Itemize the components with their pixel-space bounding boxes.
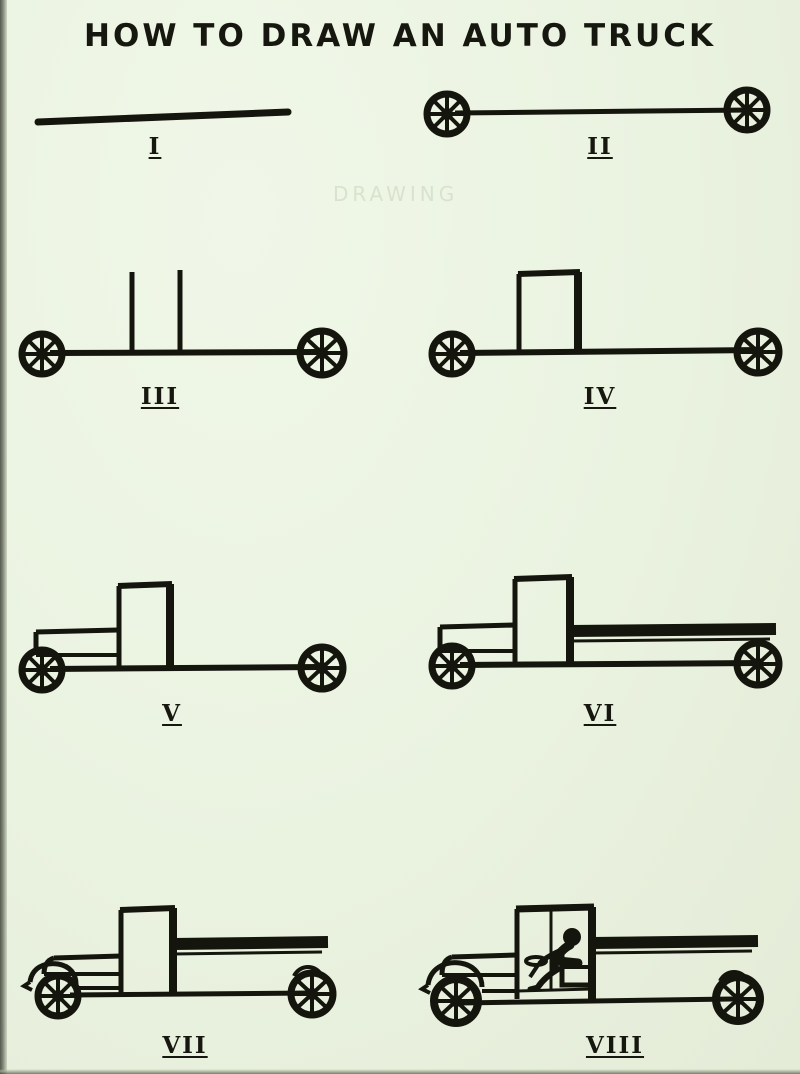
step-figure-8 bbox=[412, 895, 782, 1035]
step-label-7: VII bbox=[162, 1032, 208, 1059]
step-label-4: IV bbox=[583, 383, 617, 410]
step-label-8: VIII bbox=[585, 1032, 645, 1059]
step-figure-5 bbox=[10, 572, 370, 702]
step-label-1: I bbox=[148, 133, 162, 160]
step-label-5: V bbox=[162, 700, 182, 727]
ghost-bleed-text: DRAWING bbox=[333, 182, 459, 206]
step-figure-4 bbox=[420, 260, 790, 390]
step-figure-6 bbox=[420, 565, 790, 700]
step-figure-1 bbox=[30, 80, 330, 140]
page-title: HOW TO DRAW AN AUTO TRUCK bbox=[84, 18, 716, 54]
scan-edge-bottom bbox=[0, 1069, 800, 1074]
step-figure-7 bbox=[10, 900, 370, 1030]
step-label-2: II bbox=[587, 133, 613, 160]
step-figure-3 bbox=[10, 260, 370, 390]
scan-edge-left bbox=[0, 0, 7, 1074]
step-label-3: III bbox=[140, 383, 180, 410]
step-label-6: VI bbox=[583, 700, 617, 727]
